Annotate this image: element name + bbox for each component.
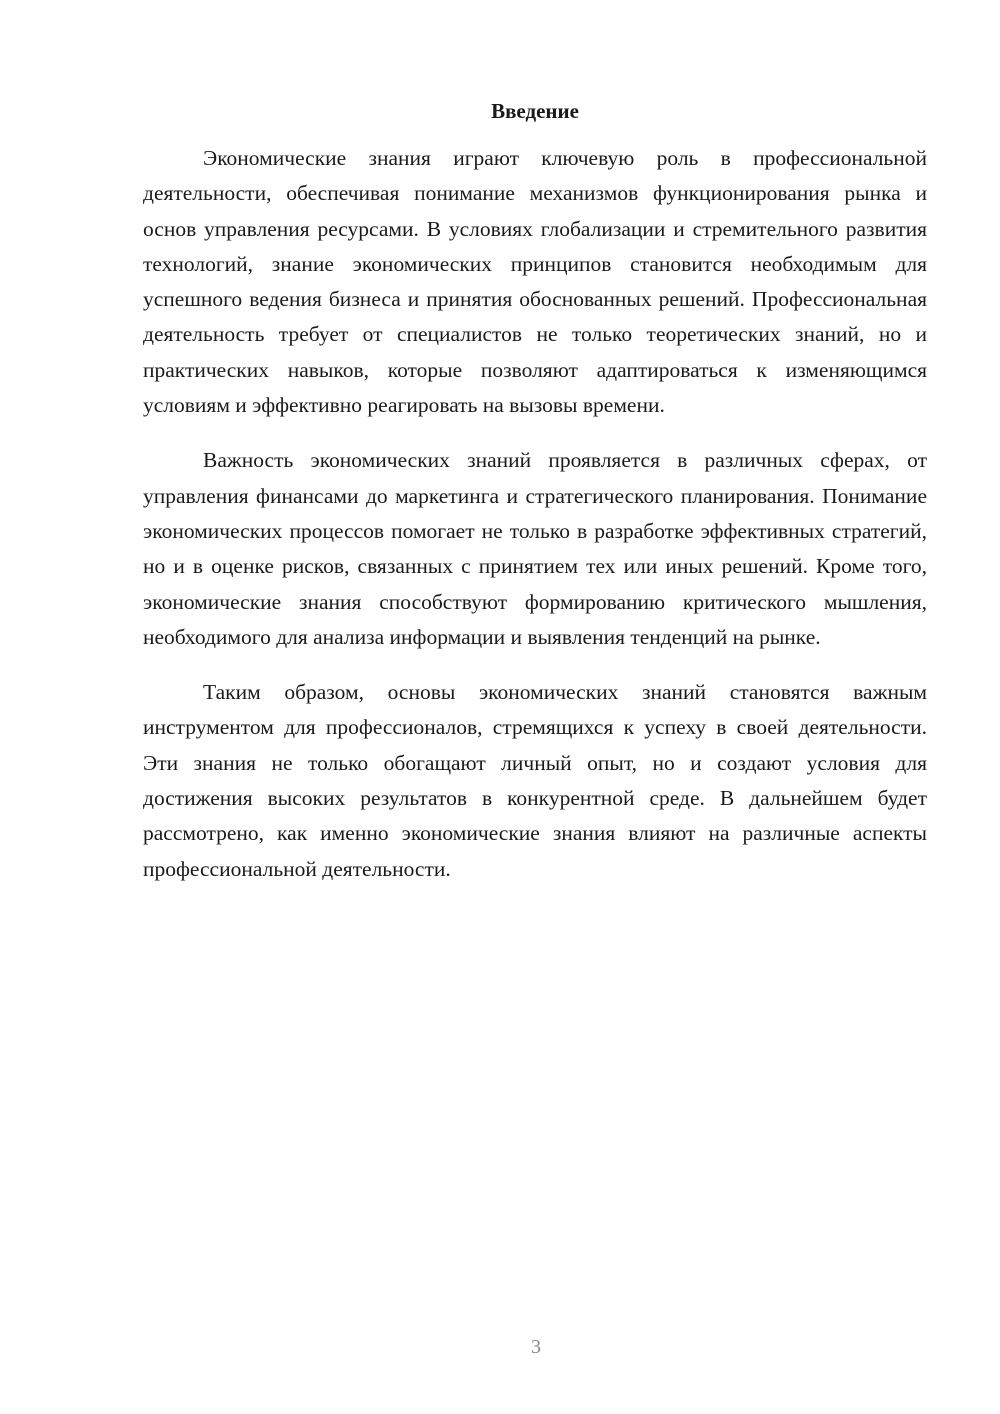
paragraph-2: Важность экономических знаний проявляется в различных сферах, от управления финансами до маркетинга и стратегического планирования. Понимание экономических процессов помогает не только в разработке эффективных стратегий, но и в оценке рисков, связанных с принятием тех или иных решений. Кроме того, экономические знания способствуют формированию критического мышления, необходимого для анализа информации и выявления тенденций на рынке.	[143, 448, 927, 649]
section-heading: Введение	[491, 99, 579, 123]
paragraph-3: Таким образом, основы экономических знаний становятся важным инструментом для профессионалов, стремящихся к успеху в своей деятельности. Эти знания не только обогащают личный опыт, но и создают условия для достижения высоких результатов в конкурентной среде. В дальнейшем будет рассмотрено, как именно экономические знания влияют на различные аспекты профессиональной деятельности.	[143, 680, 927, 881]
page-number: 3	[531, 1336, 541, 1358]
body-text	[143, 141, 927, 887]
paragraph-1: Экономические знания играют ключевую роль в профессиональной деятельности, обеспечивая понимание механизмов функционирования рынка и основ управления ресурсами. В условиях глобализации и стремительного развития технологий, знание экономических принципов становится необходимым для успешного ведения бизнеса и принятия обоснованных решений. Профессиональная деятельность требует от специалистов не только теоретических знаний, но и практических навыков, которые позволяют адаптироваться к изменяющимся условиям и эффективно реагировать на вызовы времени.	[143, 146, 927, 418]
